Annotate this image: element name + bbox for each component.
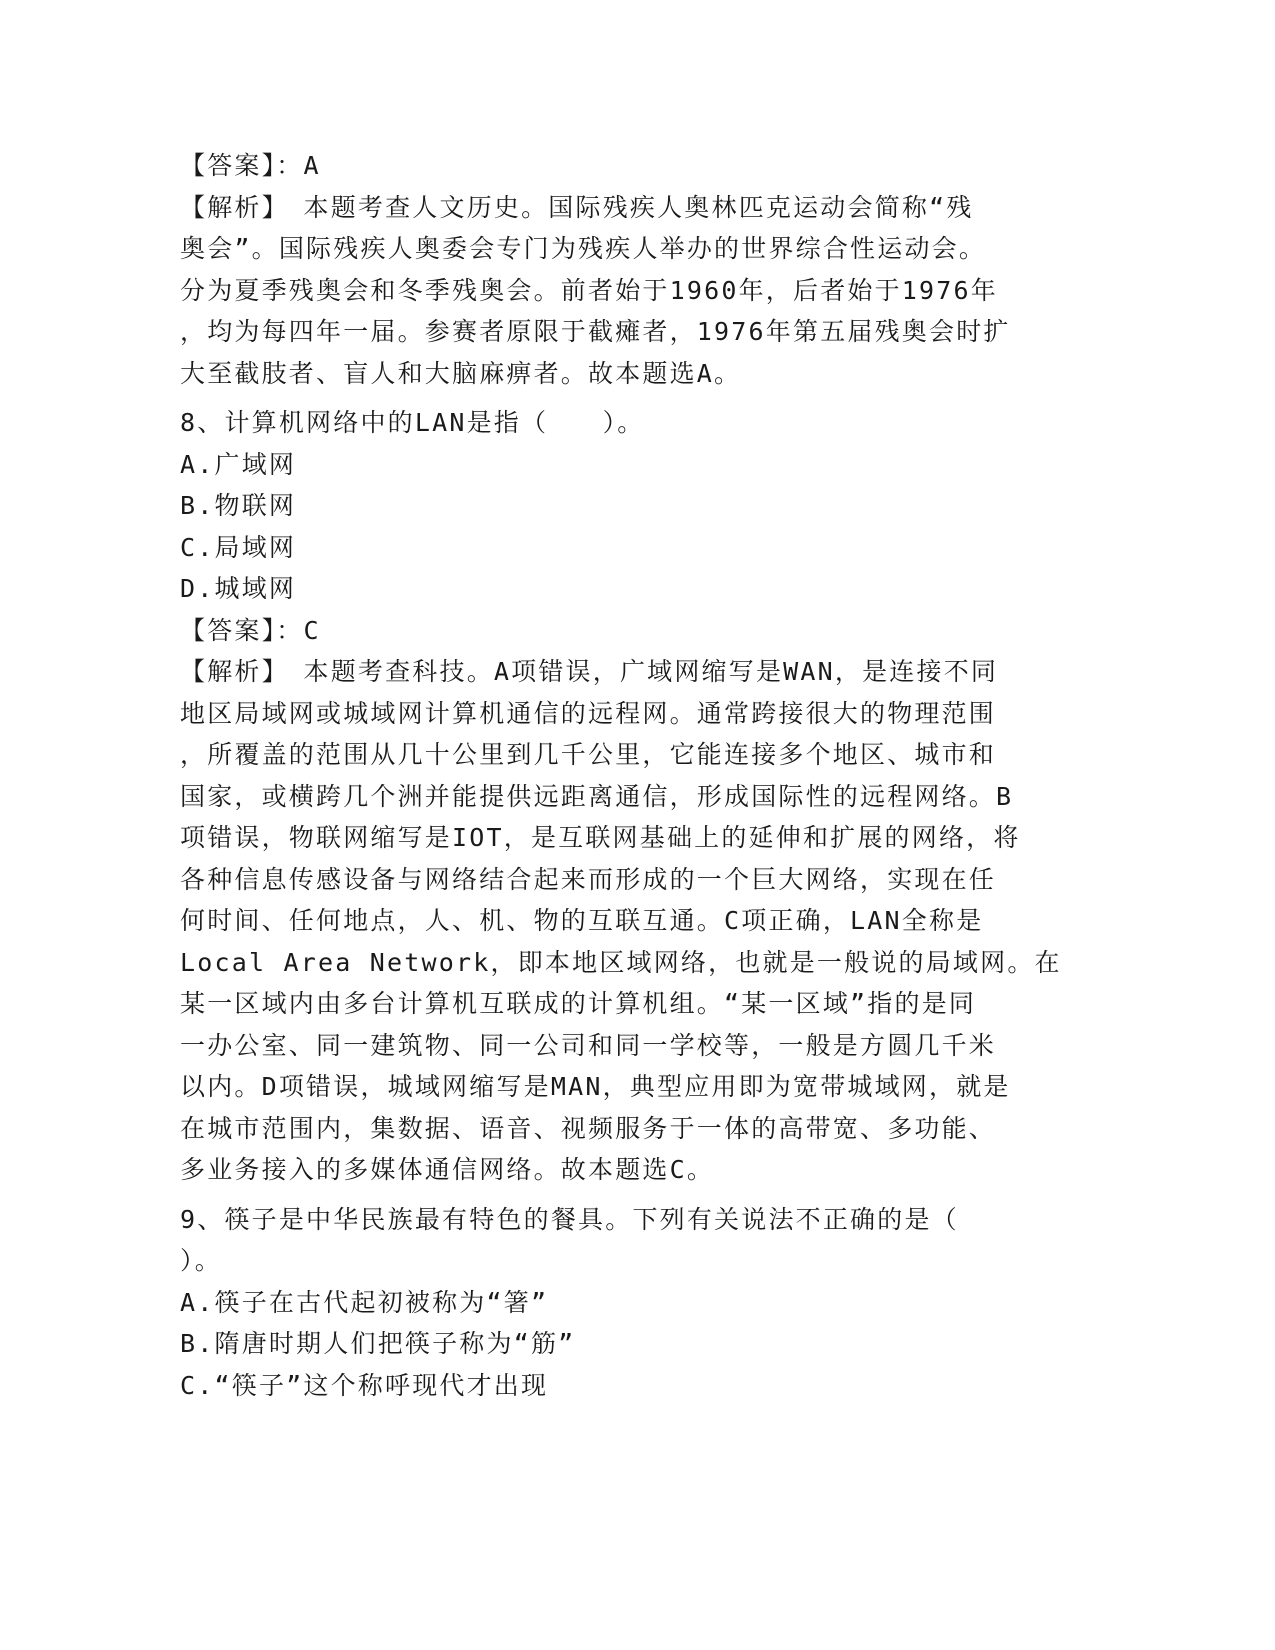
q8-analysis-line: ，所覆盖的范围从几十公里到几千公里，它能连接多个地区、城市和 (180, 740, 997, 769)
q8-analysis-line: 多业务接入的多媒体通信网络。故本题选C。 (180, 1155, 715, 1184)
q9-options (180, 1282, 1030, 1407)
q7-analysis (180, 187, 1030, 395)
q7-analysis-line: ，均为每四年一届。参赛者原限于截瘫者，1976年第五届残奥会时扩 (180, 317, 1011, 346)
q8-analysis-line: 以内。D项错误，城域网缩写是MAN，典型应用即为宽带城域网，就是 (180, 1072, 1011, 1101)
q8-analysis-line: Local Area Network，即本地区域网络，也就是一般说的局域网。在 (180, 947, 1062, 977)
q7-answer: 【答案】：A (180, 151, 321, 180)
q7-analysis-line: 【解析】 本题考查人文历史。国际残疾人奥林匹克运动会简称“残 (180, 192, 974, 222)
q8-option-c: C.局域网 (180, 532, 297, 562)
q8-analysis-line: 在城市范围内，集数据、语音、视频服务于一体的高带宽、多功能、 (180, 1113, 997, 1143)
q9-option-a: A.筷子在古代起初被称为“箸” (180, 1287, 549, 1317)
q8-option-a: A.广域网 (180, 449, 297, 479)
q8-analysis (180, 651, 1062, 1191)
q8-options (180, 444, 1030, 610)
q8-analysis-line: 一办公室、同一建筑物、同一公司和同一学校等，一般是方圆几千米 (180, 1030, 997, 1060)
q8-analysis-line: 【解析】 本题考查科技。A项错误，广域网缩写是WAN，是连接不同 (180, 657, 999, 686)
q8-answer: 【答案】：C (180, 615, 321, 645)
q8-analysis-line: 地区局域网或城域网计算机通信的远程网。通常跨接很大的物理范围 (180, 698, 997, 728)
q8-question: 8、计算机网络中的LAN是指（ ）。 (180, 408, 645, 437)
q9-question (180, 1199, 1030, 1282)
q9-option-b: B.隋唐时期人们把筷子称为“筋” (180, 1329, 576, 1358)
q8-analysis-line: 国家，或横跨几个洲并能提供远距离通信，形成国际性的远程网络。B (180, 781, 1014, 811)
q8-analysis-line: 项错误，物联网缩写是IOT，是互联网基础上的延伸和扩展的网络，将 (180, 823, 1021, 852)
q8-analysis-line: 某一区域内由多台计算机互联成的计算机组。“某一区域”指的是同 (180, 989, 977, 1018)
q9-option-c: C.“筷子”这个称呼现代才出现 (180, 1370, 549, 1400)
q8-analysis-line: 何时间、任何地点，人、机、物的互联互通。C项正确，LAN全称是 (180, 906, 984, 935)
q7-analysis-line: 大至截肢者、盲人和大脑麻痹者。故本题选A。 (180, 358, 742, 388)
q9-question-line: 9、筷子是中华民族最有特色的餐具。下列有关说法不正确的是（ (180, 1204, 959, 1234)
q9-question-line: ）。 (180, 1246, 222, 1275)
q8-option-d: D.城域网 (180, 574, 297, 603)
q8-analysis-line: 各种信息传感设备与网络结合起来而形成的一个巨大网络，实现在任 (180, 864, 997, 894)
q7-analysis-line: 奥会”。国际残疾人奥委会专门为残疾人举办的世界综合性运动会。 (180, 234, 987, 263)
document-body (180, 145, 1062, 1406)
q8-option-b: B.物联网 (180, 491, 297, 520)
q7-analysis-line: 分为夏季残奥会和冬季残奥会。前者始于1960年，后者始于1976年 (180, 275, 999, 305)
